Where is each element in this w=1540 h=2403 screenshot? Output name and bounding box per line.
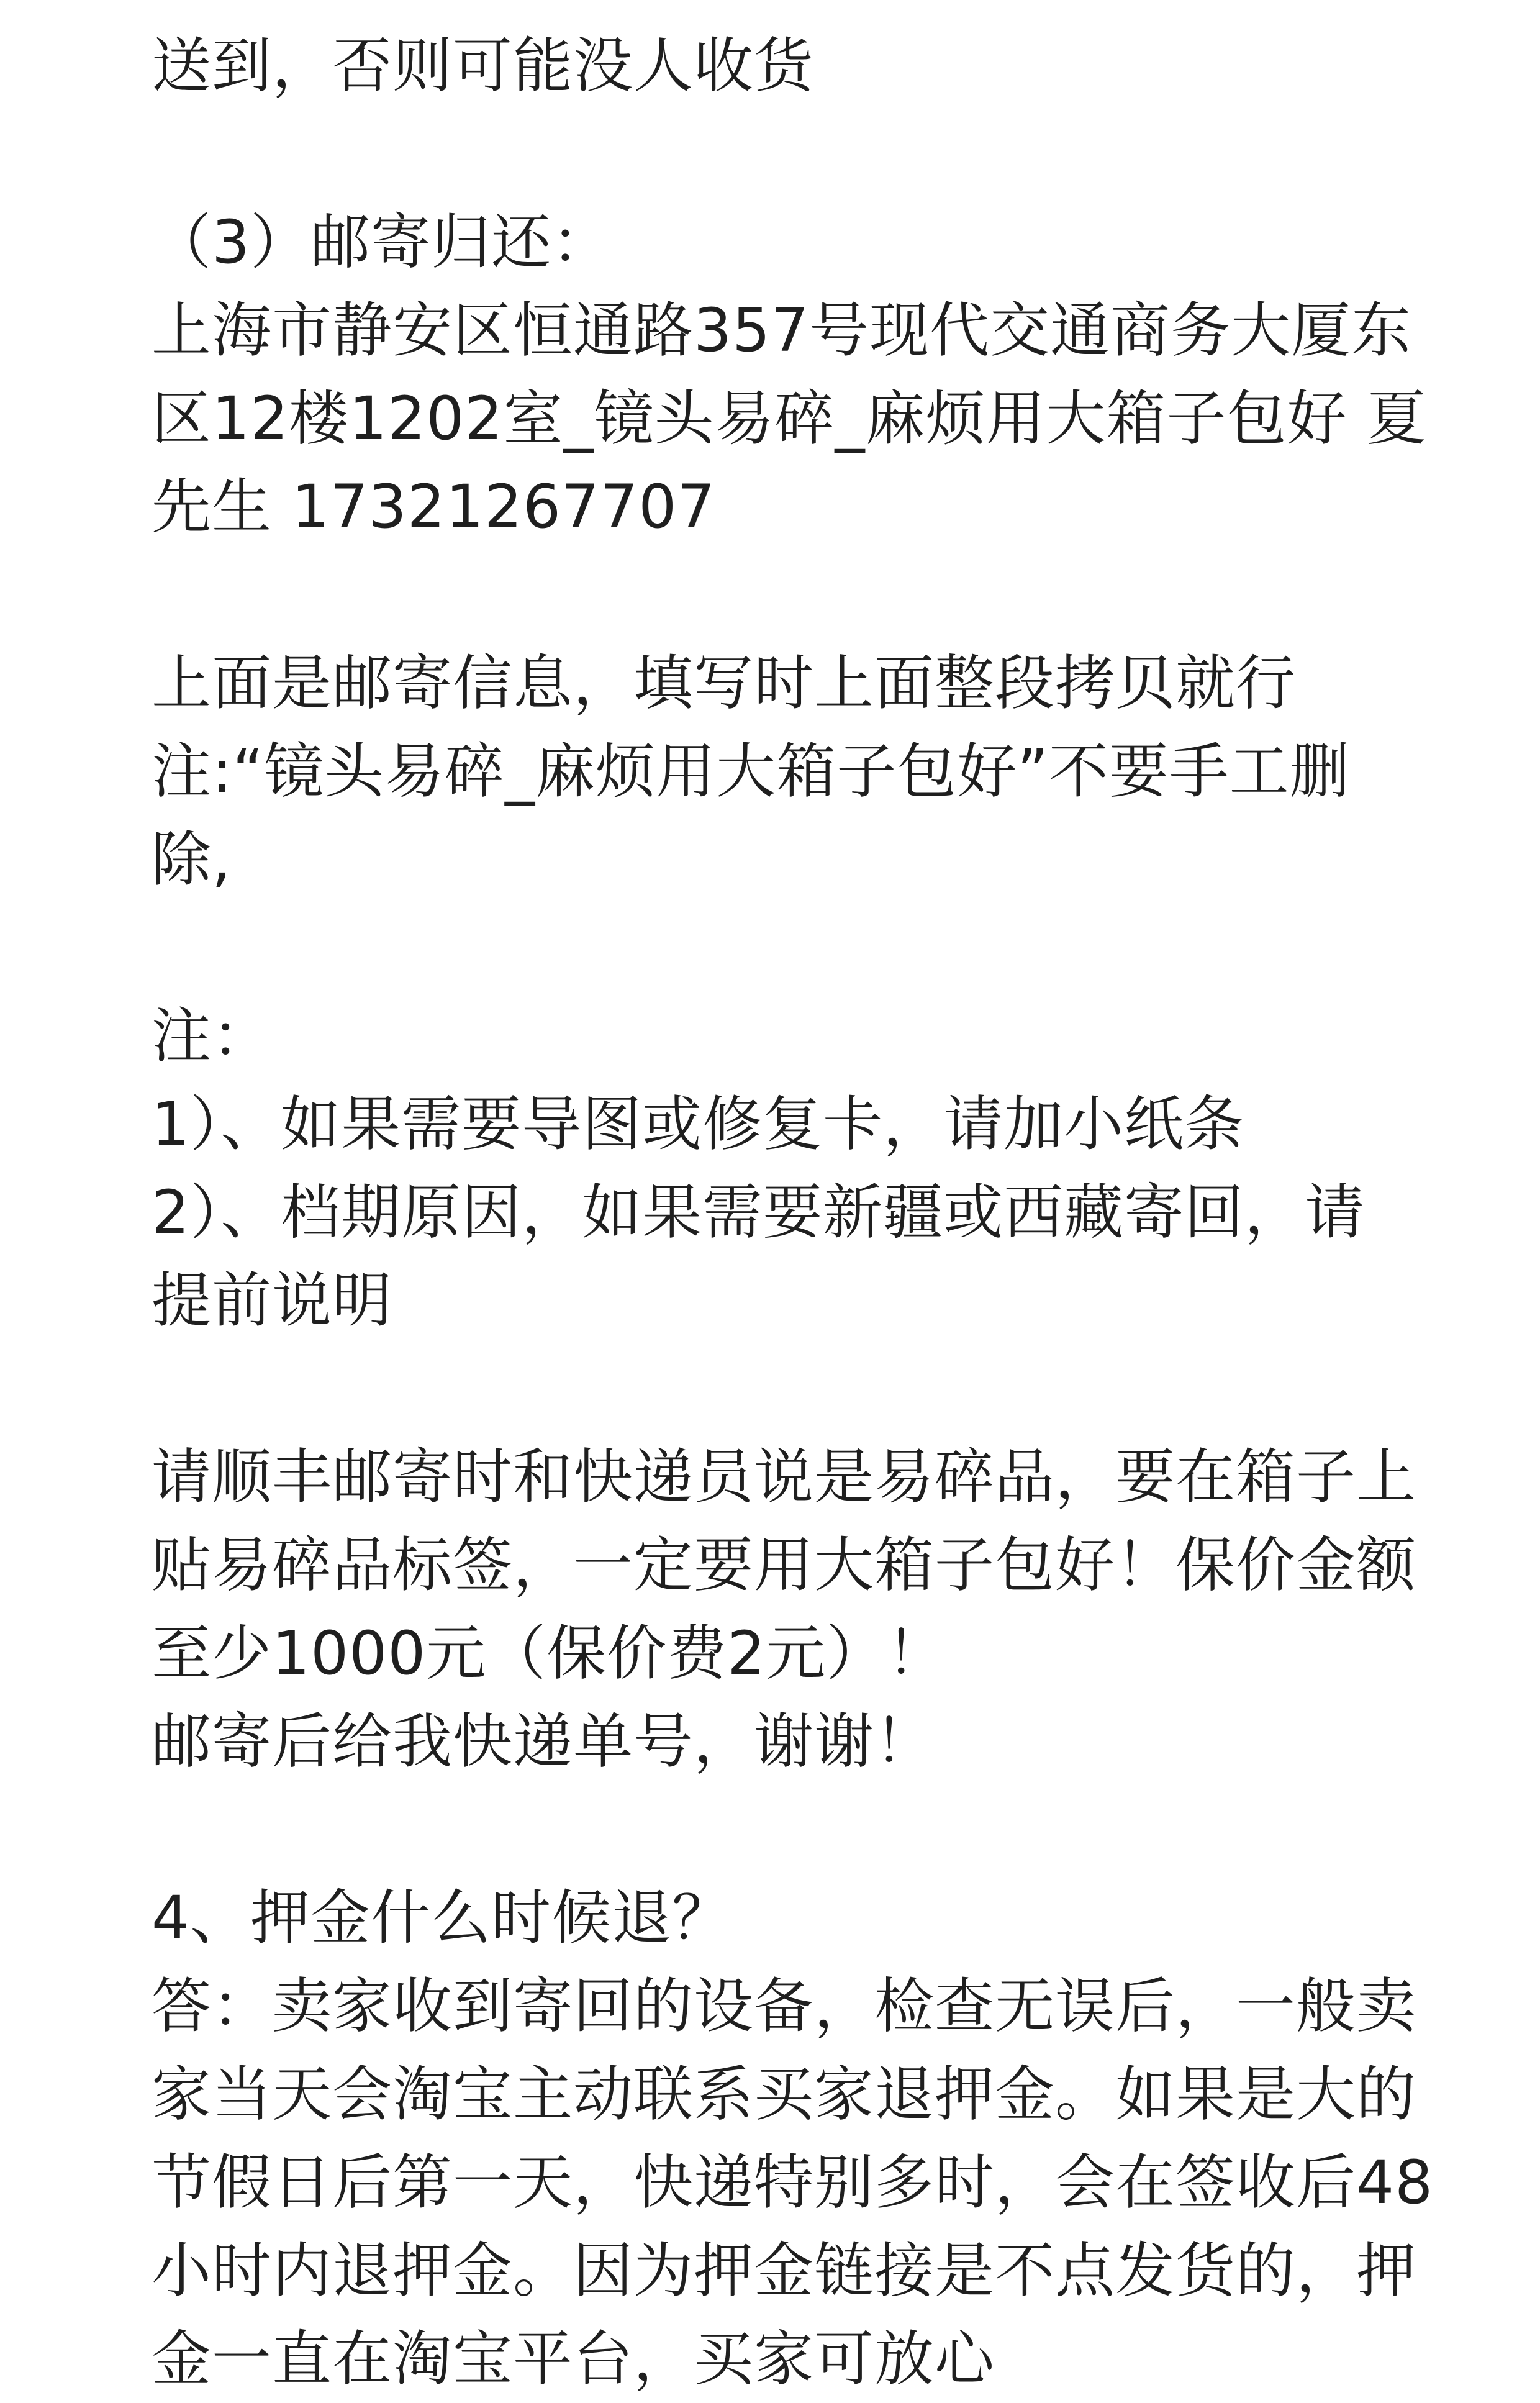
text-line: 贴易碎品标签，一定要用大箱子包好！保价金额 bbox=[152, 1530, 1416, 1600]
text-line: 1）、如果需要导图或修复卡，请加小纸条 bbox=[152, 1089, 1245, 1159]
text-line: 4、押金什么时候退？ bbox=[152, 1883, 733, 1953]
text-line: 答：卖家收到寄回的设备，检查无误后，一般卖 bbox=[152, 1971, 1416, 2041]
text-line: 先生 17321267707 bbox=[152, 472, 716, 542]
text-line: 小时内退押金。因为押金链接是不点发货的，押 bbox=[152, 2236, 1416, 2305]
blank-line bbox=[152, 1345, 1400, 1433]
text-line: 请顺丰邮寄时和快递员说是易碎品，要在箱子上 bbox=[152, 1442, 1416, 1512]
blank-line bbox=[152, 551, 1400, 639]
text-line: （3）邮寄归还： bbox=[152, 207, 612, 277]
blank-line bbox=[152, 110, 1400, 198]
text-line: 家当天会淘宝主动联系买家退押金。如果是大的 bbox=[152, 2060, 1416, 2129]
text-line: 除, bbox=[152, 825, 232, 894]
text-line: 上面是邮寄信息，填写时上面整段拷贝就行 bbox=[152, 648, 1296, 718]
blank-line bbox=[152, 1786, 1400, 1874]
text-line: 提前说明 bbox=[152, 1266, 392, 1335]
text-line: 注： bbox=[152, 1001, 272, 1071]
text-line: 邮寄后给我快递单号，谢谢！ bbox=[152, 1707, 935, 1776]
text-line: 送到，否则可能没人收货 bbox=[152, 31, 814, 101]
text-line: 2）、档期原因，如果需要新疆或西藏寄回，请 bbox=[152, 1178, 1366, 1247]
text-line: 节假日后第一天，快递特别多时，会在签收后48 bbox=[152, 2148, 1434, 2217]
text-line: 至少1000元（保价费2元）！ bbox=[152, 1619, 947, 1688]
blank-line bbox=[152, 904, 1400, 992]
document-text bbox=[152, 22, 1434, 2403]
text-line: 区12楼1202室_镜头易碎_麻烦用大箱子包好 夏 bbox=[152, 384, 1427, 453]
text-line: 上海市静安区恒通路357号现代交通商务大厦东 bbox=[152, 296, 1412, 365]
text-line: 注:“镜头易碎_麻烦用大箱子包好”不要手工删 bbox=[152, 737, 1350, 806]
text-line: 金一直在淘宝平台，买家可放心 bbox=[152, 2324, 995, 2394]
